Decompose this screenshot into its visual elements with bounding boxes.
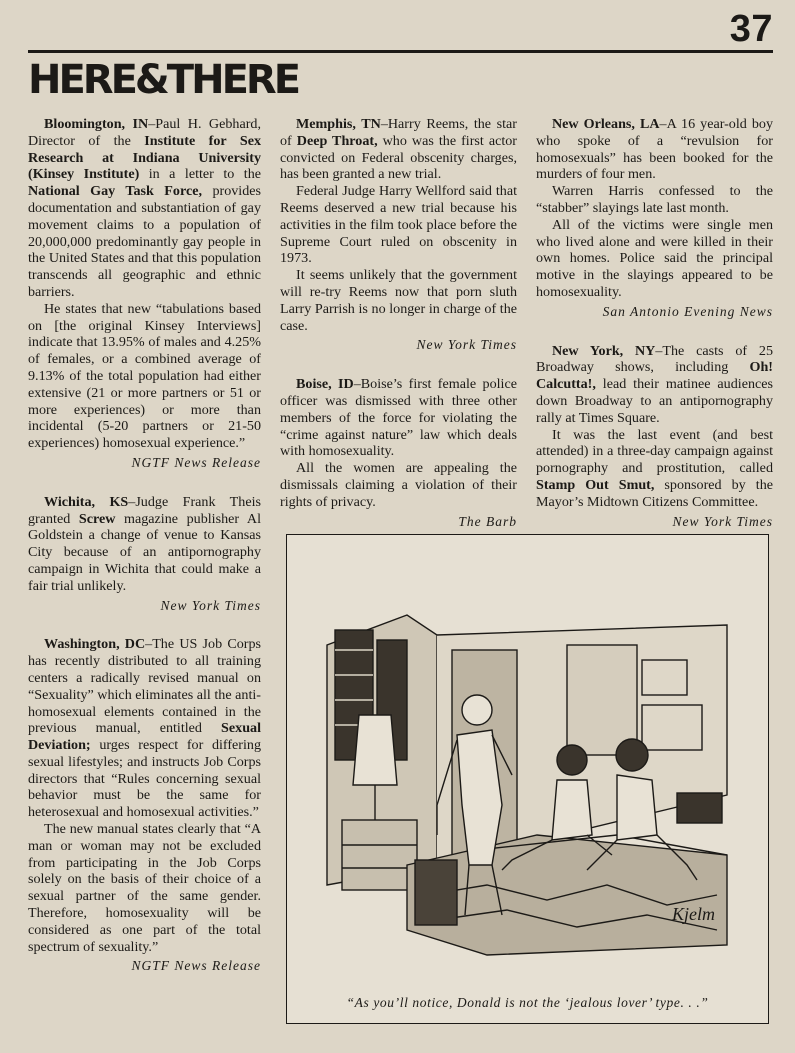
story-washington: Washington, DC–The US Job Corps has recently distributed to all training centers a radically revised manual on “Sexuality” which eliminates all the anti-homosexual elements contained in the previous manual, entitled Sexual Deviation; urges respect for differing sexual lifestyles; and instructs Job Corps directors that “Rules concerning sexual behavior must be the same for heterosexual and homosexual activities.” The new manual states clearly that “A man or woman may not be excluded from participating in the Job Corps solely on the basis of their choice of a sexual partner of the same gender. Therefore, homosexuality will be considered as one part of the total spectrum of sexuality.” NGTF News Release (28, 636, 262, 974)
paragraph: It seems unlikely that the government will re-try Reems now that porn sluth Larry Parrish is no longer in charge of the case. (280, 267, 517, 334)
paragraph: The new manual states clearly that “A man or woman may not be excluded from participating in the Job Corps solely on the basis of their choice of a sexual partner of the same gender. Therefore, homosexuality will be considered as one part of the total spectrum of sexuality.” (28, 821, 261, 955)
dateline: Washington, DC (44, 636, 146, 653)
dateline: New York, NY (552, 342, 656, 359)
story-wichita: Wichita, KS–Judge Frank Theis granted Screw magazine publisher Al Goldstein a change of venue to Kansas City because of an antipornography campaign in Wichita that could make a fair trial unlikely. New York Times (28, 493, 261, 613)
story-new-orleans: New Orleans, LA–A 16 year-old boy who spoke of a “revulsion for homosexuals” has been booked for the murders of four men. Warren Harris confessed to the “stabber” slayings late last month. All of the victims were single men who lived alone and were killed in their own homes. Police said the principal motive in the slayings appeared to be homosexuality. San Antonio Evening News (536, 116, 773, 319)
paragraph: Federal Judge Harry Wellford said that Reems deserved a new trial because his activities in the film took place before the Supreme Court ruled on obscenity in 1973. (280, 183, 517, 267)
source-credit: NGTF News Release (131, 454, 261, 470)
dateline: Wichita, KS (44, 493, 129, 510)
cartoon-frame (286, 534, 769, 1024)
paragraph: He states that new “tabulations based on [the original Kinsey Interviews] indicate that 13.95% of males and 4.25% of females, or a combined average of 9.13% of the total population had either extensive (21 or more partners or 51 or more experiences) or more than incidental (5-20 partners or 21-50 experiences) homosexual experience.” (28, 300, 261, 452)
page-number: 37 (729, 8, 773, 50)
header-rule (28, 50, 773, 53)
story-memphis: Memphis, TN–Harry Reems, the star of Deep Throat, who was the first actor convicted on Federal obscenity charges, has been granted a new trial. Federal Judge Harry Wellford said that Reems deserved a new trial because his activities in the film took place before the Supreme Court ruled on obscenity in 1973. It seems unlikely that the government will re-try Reems now that porn sluth Larry Parrish is no longer in charge of the case. New York Times (280, 116, 517, 353)
source-credit: San Antonio Evening News (602, 303, 773, 319)
source-credit: New York Times (416, 337, 517, 353)
dateline: Boise, ID (296, 376, 354, 393)
dateline: Memphis, TN (296, 116, 381, 132)
column-2 (280, 116, 517, 552)
source-credit: The Barb (458, 513, 517, 529)
section-title: HERE&THERE (28, 57, 299, 103)
story-bloomington: Bloomington, IN–Paul H. Gebhard, Director of the Institute for Sex Research at Indiana University (Kinsey Institute) in a letter to the National Gay Task Force, provides documentation and substantiation of gay movement claims to a population of 20,000,000 predominantly gay people in the United States and that this population transcends all geographic and ethnic barriers. He states that new “tabulations based on [the original Kinsey Interviews] indicate that 13.95% of males and 4.25% of females, or a combined average of 9.13% of the total population had either extensive (21 or more partners or 51 or more experiences) or more than incidental (5-20 partners or 21-50 experiences) homosexual experience.” NGTF News Release (28, 116, 261, 470)
paragraph: Warren Harris confessed to the “stabber” slayings late last month. (536, 183, 773, 216)
cartoon-caption: “As you’ll notice, Donald is not the ‘jealous lover’ type. . .” (346, 995, 709, 1010)
source-credit: New York Times (672, 513, 773, 529)
cartoon-illustration (287, 535, 770, 1025)
column-1 (28, 116, 261, 997)
story-boise: Boise, ID–Boise’s first female police officer was dismissed with three other members of the force for violating the “crime against nature” law which deals with homosexuality. All the women are appealing the dismissals claiming a violation of their rights of privacy. The Barb (280, 376, 517, 529)
column-3 (536, 116, 773, 552)
paragraph: All of the victims were single men who lived alone and were killed in their own homes. Police said the principal motive in the slayings appeared to be homosexuality. (536, 216, 773, 300)
artist-signature: Kjelm (672, 904, 715, 924)
dateline: Bloomington, IN (44, 116, 149, 132)
source-credit: NGTF News Release (131, 958, 261, 974)
paragraph: All the women are appealing the dismissals claiming a violation of their rights of privacy. (280, 460, 517, 510)
source-credit: New York Times (160, 597, 261, 613)
story-new-york: New York, NY–The casts of 25 Broadway shows, including Oh! Calcutta!, lead their matinee audiences down Broadway to an antipornography rally at Times Square. It was the last event (and best attended) in a three-day campaign against pornography and prostitution, called Stamp Out Smut, sponsored by the Mayor’s Midtown Citizens Committee. New York Times (536, 342, 773, 529)
dateline: New Orleans, LA (552, 116, 660, 132)
